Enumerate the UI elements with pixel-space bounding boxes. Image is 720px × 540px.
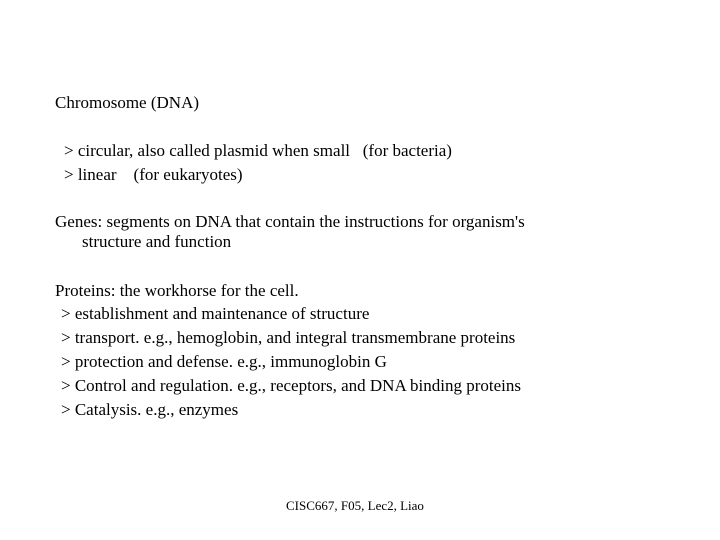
protein-item-protection: > protection and defense. e.g., immunoglobin G [61,352,387,371]
protein-item-transport: > transport. e.g., hemoglobin, and integral transmembrane proteins [61,328,516,347]
chromosome-item-linear: > linear (for eukaryotes) [64,165,243,184]
genes-definition-continued: structure and function [82,232,232,251]
slide-footer: CISC667, F05, Lec2, Liao [286,498,424,513]
chromosome-heading: Chromosome (DNA) [55,93,200,112]
protein-item-catalysis: > Catalysis. e.g., enzymes [61,400,239,419]
protein-item-regulation: > Control and regulation. e.g., receptors, and DNA binding proteins [61,376,521,395]
genes-definition: Genes: segments on DNA that contain the instructions for organism's [55,212,525,231]
chromosome-item-circular: > circular, also called plasmid when small (for bacteria) [64,141,452,160]
protein-item-structure: > establishment and maintenance of structure [61,304,370,323]
proteins-intro: Proteins: the workhorse for the cell. [55,281,299,300]
